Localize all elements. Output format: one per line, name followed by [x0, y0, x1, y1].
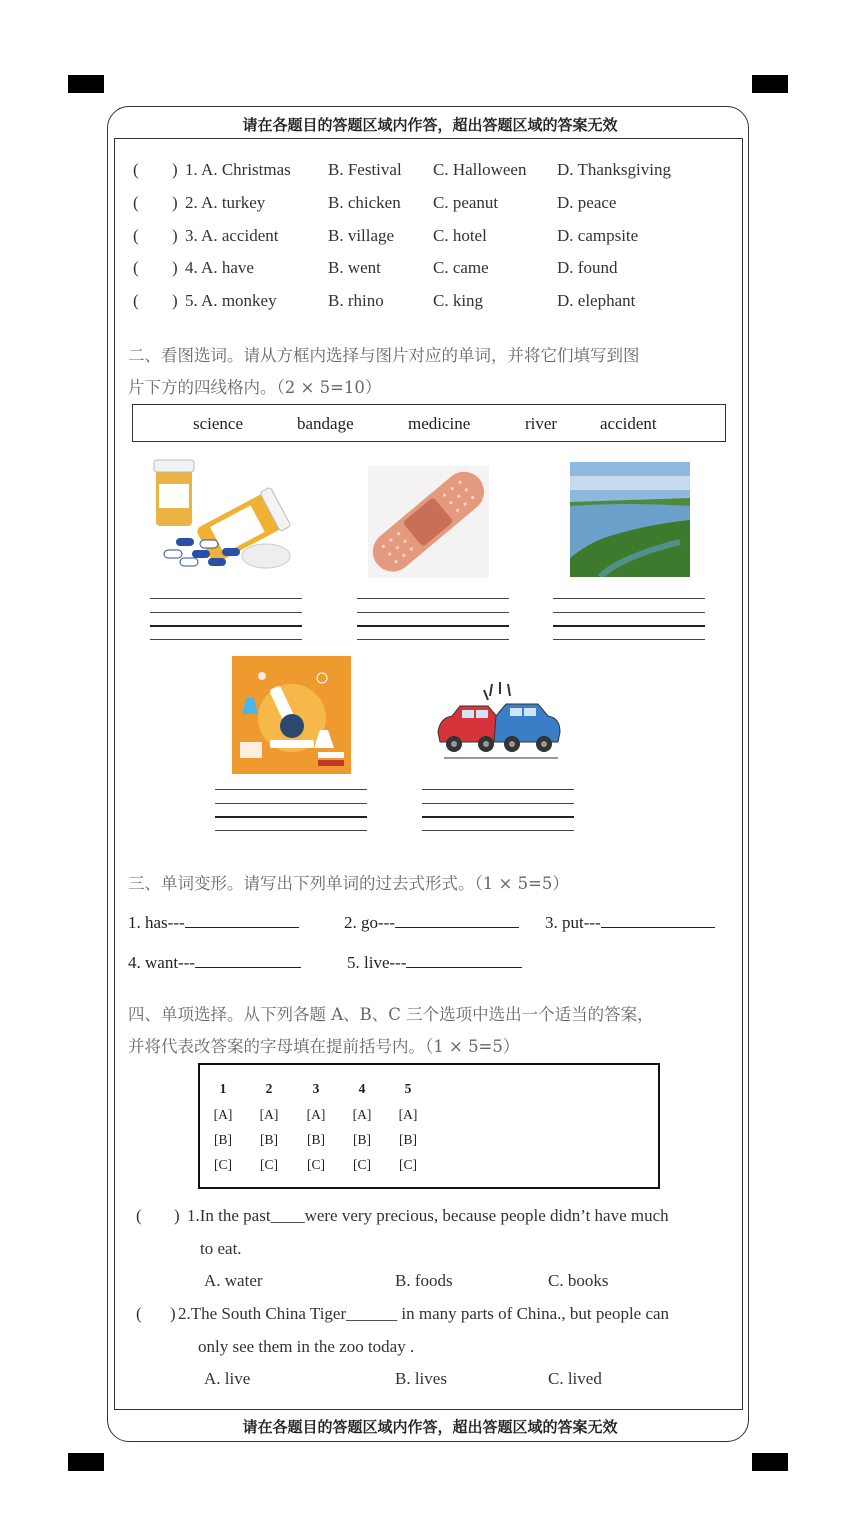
answer-card-option-b[interactable]: [B]: [260, 1132, 278, 1147]
past-tense-prompt: 4. want---: [128, 953, 196, 972]
answer-paren-open: (: [136, 1304, 142, 1323]
medicine-pills-image: [150, 458, 292, 576]
answer-card-option-a[interactable]: [A]: [306, 1107, 326, 1122]
option-c: C. came: [433, 258, 489, 277]
four-line-grid: [357, 598, 509, 642]
section3-heading: 三、单词变形。请写出下列单词的过去式形式。（1 × 5=5）: [128, 874, 569, 893]
answer-card-option-b[interactable]: [B]: [214, 1132, 232, 1147]
option-d: D. elephant: [557, 291, 636, 310]
word-bank-item: bandage: [297, 414, 354, 433]
option-a: A. live: [204, 1369, 251, 1388]
registration-mark-top-right: [752, 75, 788, 93]
answer-paren-close: ): [172, 258, 178, 277]
past-tense-prompt: 2. go---: [344, 913, 395, 932]
option-b: B. went: [328, 258, 381, 277]
past-tense-item: [347, 949, 522, 973]
answer-paren-close: ): [172, 291, 178, 310]
option-c: C. Halloween: [433, 160, 527, 179]
question-text-continued: only see them in the zoo today .: [198, 1337, 415, 1356]
registration-mark-top-left: [68, 75, 104, 93]
past-tense-prompt: 3. put---: [545, 913, 601, 932]
option-a: 2. A. turkey: [185, 193, 266, 212]
past-tense-item: [545, 909, 715, 933]
question-text-continued: to eat.: [200, 1239, 242, 1258]
four-line-grid: [422, 789, 574, 833]
answer-card-number: 4: [358, 1081, 366, 1096]
answer-card-option-c[interactable]: [C]: [353, 1157, 371, 1172]
answer-blank[interactable]: [395, 909, 519, 928]
four-line-grid: [553, 598, 705, 642]
section2-heading-line2: 片下方的四线格内。（2 × 5=10）: [128, 378, 382, 397]
answer-card-option-a[interactable]: [A]: [352, 1107, 372, 1122]
four-line-grid: [215, 789, 367, 833]
past-tense-prompt: 5. live---: [347, 953, 407, 972]
option-c: C. king: [433, 291, 484, 310]
answer-blank[interactable]: [406, 949, 522, 968]
option-b: B. foods: [395, 1271, 453, 1290]
option-a: 1. A. Christmas: [185, 160, 291, 179]
word-bank-box: [132, 404, 726, 442]
answer-paren-close: ): [172, 226, 178, 245]
option-d: D. campsite: [557, 226, 639, 245]
option-d: D. Thanksgiving: [557, 160, 671, 179]
past-tense-prompt: 1. has---: [128, 913, 185, 932]
registration-mark-bottom-right: [752, 1453, 788, 1471]
past-tense-item: [344, 909, 519, 933]
word-bank-item: accident: [600, 414, 657, 433]
answer-paren-open: (: [133, 193, 139, 212]
answer-card-option-a[interactable]: [A]: [259, 1107, 279, 1122]
option-c: C. peanut: [433, 193, 499, 212]
answer-card-number: 1: [219, 1081, 227, 1096]
section4-heading-line1: 四、单项选择。从下列各题 A、B、C 三个选项中选出一个适当的答案，: [128, 1005, 654, 1024]
answer-paren-open: (: [133, 258, 139, 277]
answer-paren-close: ): [172, 160, 178, 179]
answer-card-number: 3: [312, 1081, 320, 1096]
answer-card-number: 2: [265, 1081, 273, 1096]
word-bank-item: river: [525, 414, 558, 433]
section4-heading-line2: 并将代表改答案的字母填在提前括号内。（1 × 5=5）: [128, 1037, 520, 1056]
past-tense-item: [128, 949, 301, 973]
answer-card-option-a[interactable]: [A]: [213, 1107, 233, 1122]
option-b: B. village: [328, 226, 395, 245]
option-a: 5. A. monkey: [185, 291, 277, 310]
option-d: D. found: [557, 258, 618, 277]
option-b: B. lives: [395, 1369, 447, 1388]
word-bank-item: science: [193, 414, 244, 433]
answer-paren-open: (: [133, 291, 139, 310]
answer-card-option-b[interactable]: [B]: [353, 1132, 371, 1147]
question-text: 1.In the past____were very precious, because people didn’t have much: [187, 1206, 669, 1225]
answer-area-notice-bottom: 请在各题目的答题区域内作答，超出答题区域的答案无效: [242, 1418, 618, 1436]
answer-paren-open: (: [133, 160, 139, 179]
answer-card-option-b[interactable]: [B]: [307, 1132, 325, 1147]
past-tense-item: [128, 909, 299, 933]
registration-mark-bottom-left: [68, 1453, 104, 1471]
answer-blank[interactable]: [195, 949, 301, 968]
answer-paren-open: (: [136, 1206, 142, 1225]
car-accident-image: [434, 680, 564, 770]
option-c: C. hotel: [433, 226, 487, 245]
answer-card-option-c[interactable]: [C]: [399, 1157, 417, 1172]
answer-card-option-a[interactable]: [A]: [398, 1107, 418, 1122]
section2-heading-line1: 二、看图选词。请从方框内选择与图片对应的单词，并将它们填写到图: [128, 346, 640, 365]
word-bank-item: medicine: [408, 414, 471, 433]
river-image: [570, 462, 690, 577]
answer-paren-close: ): [170, 1304, 176, 1323]
answer-card-option-c[interactable]: [C]: [260, 1157, 278, 1172]
option-c: C. lived: [548, 1369, 602, 1388]
answer-card-box: [198, 1063, 660, 1189]
option-b: B. rhino: [328, 291, 384, 310]
option-a: 3. A. accident: [185, 226, 279, 245]
answer-card-option-c[interactable]: [C]: [214, 1157, 232, 1172]
answer-blank[interactable]: [601, 909, 715, 928]
answer-paren-open: (: [133, 226, 139, 245]
option-c: C. books: [548, 1271, 609, 1290]
option-d: D. peace: [557, 193, 617, 212]
answer-area-notice-top: 请在各题目的答题区域内作答，超出答题区域的答案无效: [242, 116, 618, 134]
answer-paren-close: ): [172, 193, 178, 212]
four-line-grid: [150, 598, 302, 642]
answer-card-option-b[interactable]: [B]: [399, 1132, 417, 1147]
option-a: A. water: [204, 1271, 263, 1290]
option-b: B. chicken: [328, 193, 401, 212]
answer-card-option-c[interactable]: [C]: [307, 1157, 325, 1172]
science-lab-image: [232, 656, 351, 774]
answer-blank[interactable]: [185, 909, 299, 928]
bandage-image: [368, 466, 489, 578]
option-a: 4. A. have: [185, 258, 254, 277]
answer-card-number: 5: [404, 1081, 412, 1096]
option-b: B. Festival: [328, 160, 402, 179]
answer-paren-close: ): [174, 1206, 180, 1225]
question-text: 2.The South China Tiger______ in many parts of China., but people can: [178, 1304, 670, 1323]
